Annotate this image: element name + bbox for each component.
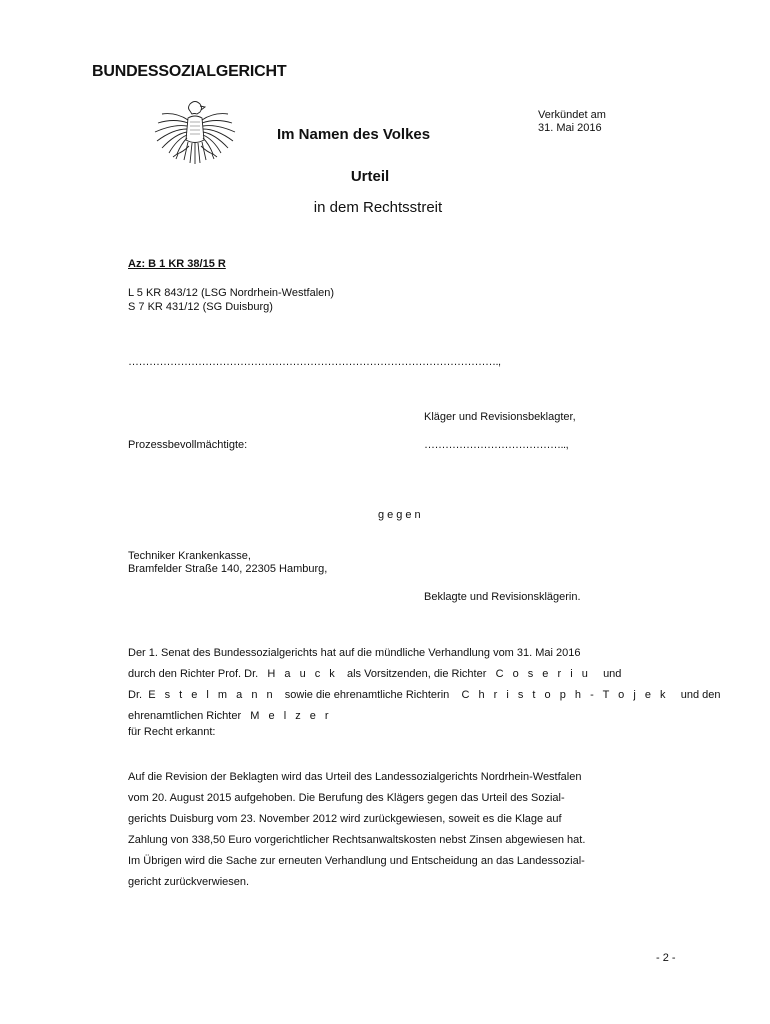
senate-text: und bbox=[603, 668, 622, 680]
page-number: - 2 - bbox=[656, 952, 676, 964]
senate-text: durch den Richter Prof. Dr. bbox=[128, 668, 259, 680]
defendant-name: Techniker Krankenkasse, bbox=[128, 550, 251, 562]
pronouncement-label: Verkündet am bbox=[538, 109, 606, 121]
defendant-address: Bramfelder Straße 140, 22305 Hamburg, bbox=[128, 563, 328, 575]
senate-text: Dr. bbox=[128, 689, 143, 701]
ruling-line: vom 20. August 2015 aufgehoben. Die Berufung des Klägers gegen das Urteil des Sozial- bbox=[128, 792, 565, 804]
senate-line-1: Der 1. Senat des Bundessozialgerichts hat auf die mündliche Verhandlung vom 31. Mai 2016 bbox=[128, 647, 581, 659]
senate-text: ehrenamtlichen Richter bbox=[128, 710, 242, 722]
ruling-line: gerichts Duisburg vom 23. November 2012 wird zurückgewiesen, soweit es die Klage auf bbox=[128, 813, 562, 825]
ruling-paragraph bbox=[128, 767, 585, 893]
lower-court-sg: S 7 KR 431/12 (SG Duisburg) bbox=[128, 301, 273, 313]
senate-text: sowie die ehrenamtliche Richterin bbox=[284, 689, 450, 701]
senate-line-2 bbox=[128, 664, 721, 685]
ruling-line: Im Übrigen wird die Sache zur erneuten Verhandlung und Entscheidung an das Landessozial- bbox=[128, 855, 585, 867]
lower-court-references bbox=[128, 286, 334, 314]
judge-melzer: M e l z e r bbox=[250, 710, 332, 722]
counsel-label: Prozessbevollmächtigte: bbox=[128, 439, 248, 451]
senate-line-3 bbox=[128, 685, 721, 706]
defendant-block bbox=[128, 550, 327, 576]
judge-coseriu: C o s e r i u bbox=[495, 668, 591, 680]
plaintiff-redacted: ……………………………………………………………………………………………., bbox=[128, 356, 501, 368]
im-namen-des-volkes: Im Namen des Volkes bbox=[277, 126, 431, 143]
senate-paragraph bbox=[128, 643, 721, 743]
versus-label: gegen bbox=[378, 509, 424, 521]
federal-eagle-emblem-icon bbox=[150, 96, 240, 176]
senate-text: als Vorsitzenden, die Richter bbox=[346, 668, 487, 680]
judgment-title: Urteil bbox=[350, 168, 390, 185]
ruling-line: Auf die Revision der Beklagten wird das Urteil des Landessozialgerichts Nordrhein-Westfalen bbox=[128, 771, 582, 783]
senate-text: und den bbox=[680, 689, 721, 701]
pronouncement-date-value: 31. Mai 2016 bbox=[538, 122, 602, 134]
ruling-line: Zahlung von 338,50 Euro vorgerichtlicher Rechtsanwaltskosten nebst Zinsen abgewiesen hat. bbox=[128, 834, 586, 846]
ruling-line: gericht zurückverwiesen. bbox=[128, 876, 250, 888]
case-type: in dem Rechtsstreit bbox=[313, 199, 443, 216]
plaintiff-role: Kläger und Revisionsbeklagter, bbox=[424, 411, 576, 423]
defendant-role: Beklagte und Revisionsklägerin. bbox=[424, 591, 581, 603]
pronouncement-date bbox=[538, 109, 606, 135]
senate-line-5: für Recht erkannt: bbox=[128, 726, 216, 738]
judge-christoph-tojek: C h r i s t o p h - T o j e k bbox=[461, 689, 669, 701]
judge-estelmann: E s t e l m a n n bbox=[148, 689, 276, 701]
case-number: Az: B 1 KR 38/15 R bbox=[128, 258, 226, 270]
lower-court-lsg: L 5 KR 843/12 (LSG Nordrhein-Westfalen) bbox=[128, 287, 335, 299]
judge-hauck: H a u c k bbox=[267, 668, 338, 680]
counsel-redacted: ………………………………….., bbox=[424, 439, 569, 451]
court-name: BUNDESSOZIALGERICHT bbox=[92, 63, 287, 80]
